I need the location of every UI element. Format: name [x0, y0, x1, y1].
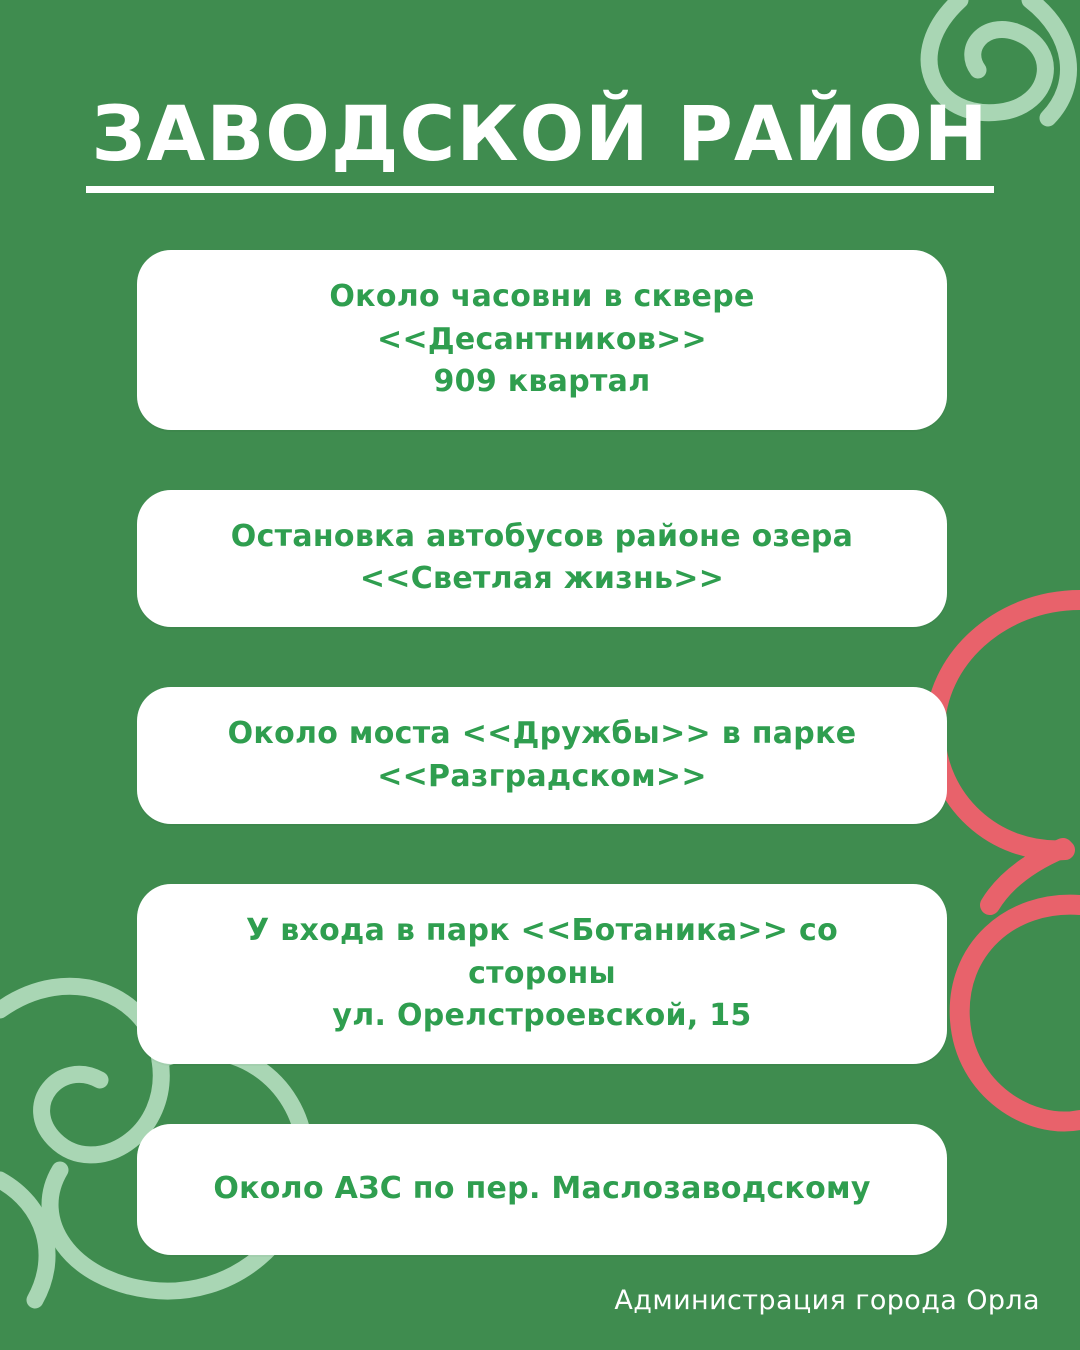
list-item — [137, 250, 947, 430]
page-title: ЗАВОДСКОЙ РАЙОН — [86, 91, 995, 193]
location-line-1: У входа в парк <<Ботаника>> со стороны — [246, 913, 838, 991]
list-item — [137, 1124, 947, 1255]
list-item — [137, 687, 947, 824]
location-line-1: Около АЗС по пер. Маслозаводскому — [213, 1170, 871, 1206]
location-line-1: Около часовни в сквере <<Десантников>> — [329, 279, 755, 357]
location-line-1: Остановка автобусов районе озера — [230, 518, 854, 554]
location-line-2: ул. Орелстроевской, 15 — [332, 998, 752, 1034]
locations-list — [137, 250, 947, 1315]
location-line-2: 909 квартал — [433, 364, 651, 400]
footer-text: Администрация города Орла — [614, 1285, 1040, 1316]
page-title-container — [0, 40, 1080, 244]
location-line-2: <<Разградском>> — [377, 758, 707, 794]
list-item — [137, 884, 947, 1064]
location-line-1: Около моста <<Дружбы>> в парке — [227, 715, 857, 751]
location-line-2: <<Светлая жизнь>> — [359, 561, 725, 597]
list-item — [137, 490, 947, 627]
